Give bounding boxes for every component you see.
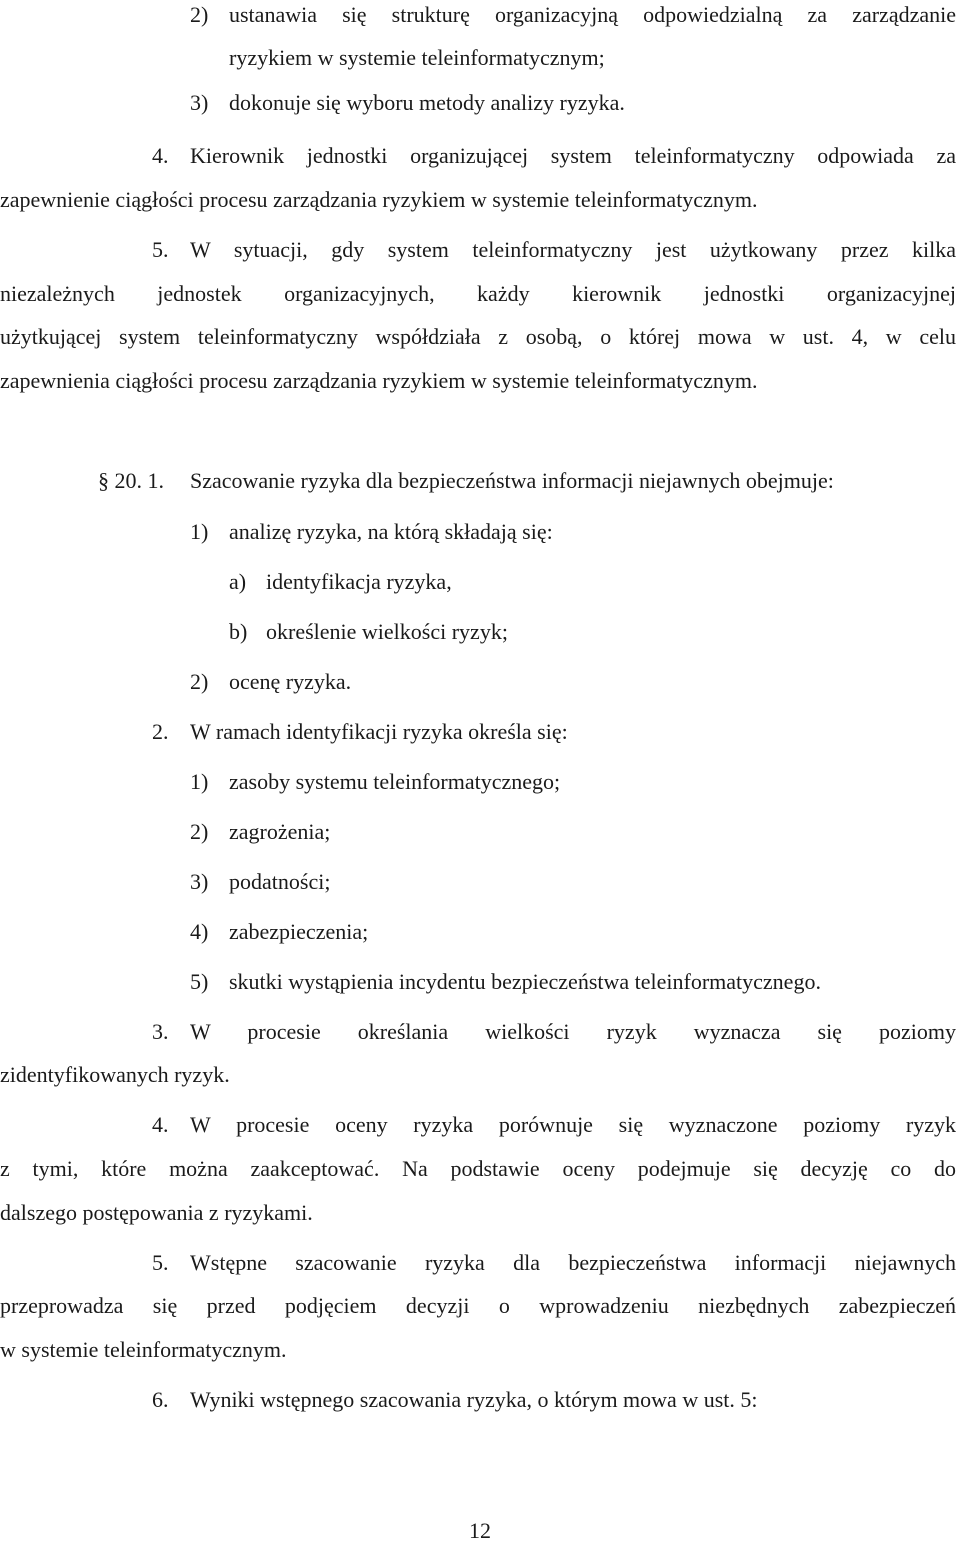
paragraph-text: Szacowanie ryzyka dla bezpieczeństwa informacji niejawnych obejmuje: [190, 468, 834, 493]
list-number: 2) [190, 2, 209, 27]
list-text: ustanawia się strukturę organizacyjną odpowiedzialną za zarządzanie [229, 2, 956, 27]
list-number: 1) [190, 769, 209, 794]
paragraph-text: niezależnych jednostek organizacyjnych, każdy kierownik jednostki organizacyjnej [0, 281, 956, 306]
list-text: zasoby systemu teleinformatycznego; [229, 769, 561, 794]
paragraph-text: W ramach identyfikacji ryzyka określa się: [190, 719, 568, 744]
paragraph-text: W procesie określania wielkości ryzyk wyznacza się poziomy [190, 1019, 956, 1044]
list-text: podatności; [229, 869, 331, 894]
list-text: dokonuje się wyboru metody analizy ryzyka. [229, 90, 625, 115]
paragraph-number: 5. [152, 1250, 169, 1275]
paragraph-text: w systemie teleinformatycznym. [0, 1337, 287, 1362]
list-number: 2) [190, 669, 209, 694]
paragraph-text: Kierownik jednostki organizującej system teleinformatyczny odpowiada za [190, 143, 956, 168]
paragraph-number: 5. [152, 237, 169, 262]
paragraph-text: zapewnienie ciągłości procesu zarządzania ryzykiem w systemie teleinformatycznym. [0, 187, 758, 212]
list-letter: a) [229, 569, 247, 594]
paragraph-text: zidentyfikowanych ryzyk. [0, 1062, 230, 1087]
list-number: 3) [190, 90, 209, 115]
list-number: 4) [190, 919, 209, 944]
list-letter: b) [229, 619, 248, 644]
list-text: określenie wielkości ryzyk; [266, 619, 508, 644]
list-text: analizę ryzyka, na którą składają się: [229, 519, 553, 544]
paragraph-number: 6. [152, 1387, 169, 1412]
list-text: skutki wystąpienia incydentu bezpieczeństwa teleinformatycznego. [229, 969, 821, 994]
paragraph-text: Wstępne szacowanie ryzyka dla bezpieczeństwa informacji niejawnych [190, 1250, 956, 1275]
paragraph-number: 4. [152, 143, 169, 168]
paragraph-number: 4. [152, 1112, 169, 1137]
list-number: 5) [190, 969, 209, 994]
list-text: ryzykiem w systemie teleinformatycznym; [229, 45, 605, 70]
page-number: 12 [469, 1518, 491, 1543]
list-text: identyfikacja ryzyka, [266, 569, 452, 594]
paragraph-text: W procesie oceny ryzyka porównuje się wyznaczone poziomy ryzyk [190, 1112, 956, 1137]
list-text: zabezpieczenia; [229, 919, 369, 944]
paragraph-number: 3. [152, 1019, 169, 1044]
paragraph-text: z tymi, które można zaakceptować. Na podstawie oceny podejmuje się decyzję co do [0, 1156, 956, 1181]
paragraph-text: W sytuacji, gdy system teleinformatyczny jest użytkowany przez kilka [190, 237, 956, 262]
list-text: zagrożenia; [229, 819, 331, 844]
list-number: 3) [190, 869, 209, 894]
paragraph-text: użytkującej system teleinformatyczny współdziała z osobą, o której mowa w ust. 4, w celu [0, 324, 956, 349]
paragraph-text: przeprowadza się przed podjęciem decyzji o wprowadzeniu niezbędnych zabezpieczeń [0, 1293, 956, 1318]
section-heading: § 20. 1. [98, 468, 164, 493]
paragraph-text: Wyniki wstępnego szacowania ryzyka, o którym mowa w ust. 5: [190, 1387, 758, 1412]
list-number: 2) [190, 819, 209, 844]
list-number: 1) [190, 519, 209, 544]
paragraph-number: 2. [152, 719, 169, 744]
list-text: ocenę ryzyka. [229, 669, 352, 694]
paragraph-text: dalszego postępowania z ryzykami. [0, 1200, 313, 1225]
paragraph-text: zapewnienia ciągłości procesu zarządzania ryzykiem w systemie teleinformatycznym. [0, 368, 758, 393]
